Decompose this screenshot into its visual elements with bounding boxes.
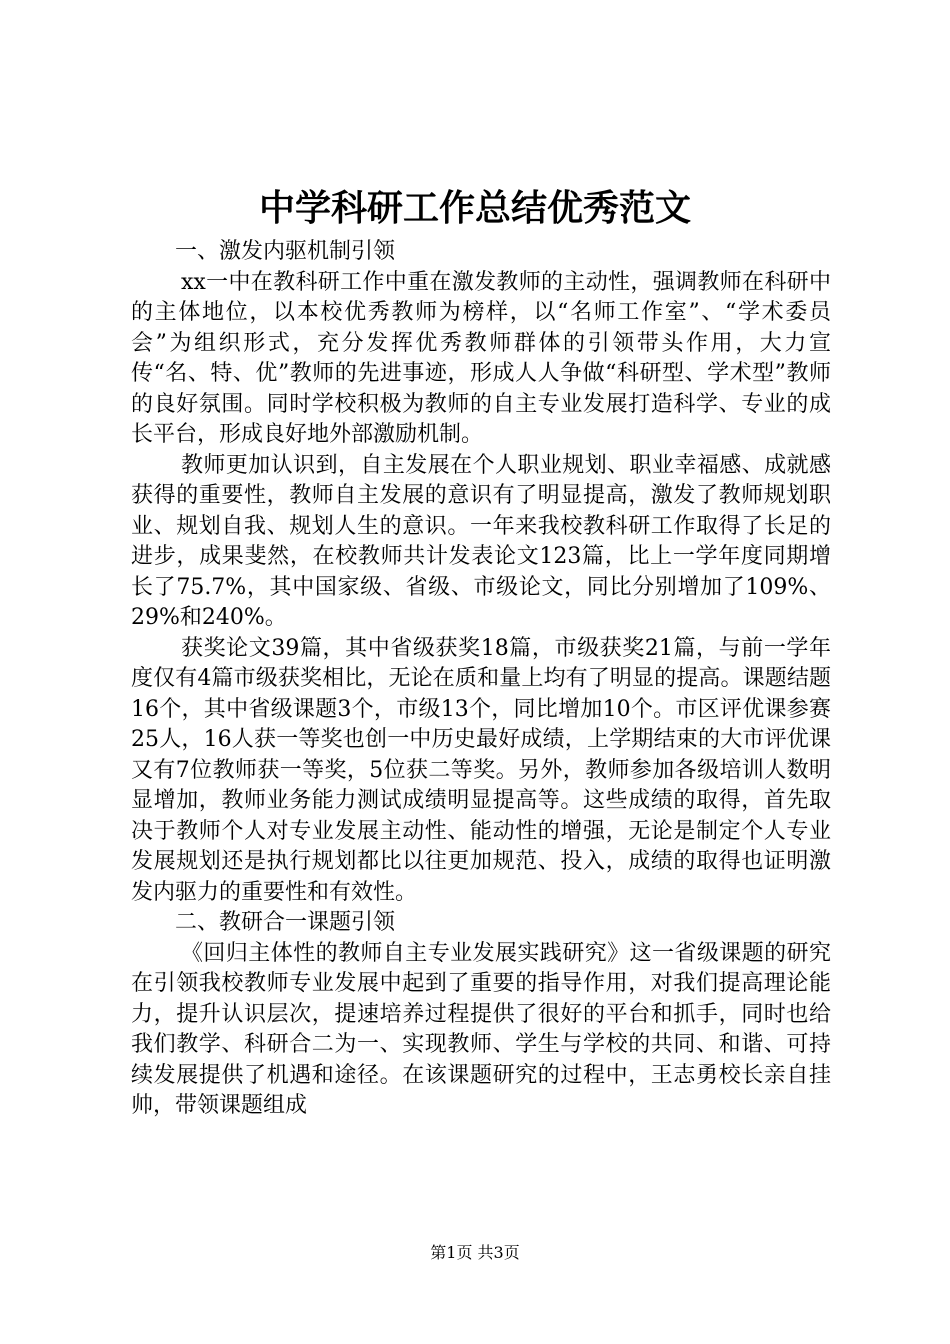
paragraph: 获奖论文39篇，其中省级获奖18篇，市级获奖21篇，与前一学年度仅有4篇市级获奖相比，无论在质和量上均有了明显的提高。课题结题16个，其中省级课题3个，市级13个，同比增加10个。市区评优课参赛25人，16人获一等奖也创一中历史最好成绩，上学期结束的大市评优课又有7位教师获一等奖，5位获二等奖。另外，教师参加各级培训人数明显增加，教师业务能力测试成绩明显提高等。这些成绩的取得，首先取决于教师个人对专业发展主动性、能动性的增强，无论是制定个人专业发展规划还是执行规划都比以往更加规范、投入，成绩的取得也证明激发内驱力的重要性和有效性。 (131, 635, 831, 905)
paragraph: xx一中在教科研工作中重在激发教师的主动性，强调教师在科研中的主体地位，以本校优秀教师为榜样，以“名师工作室”、“学术委员会”为组织形式，充分发挥优秀教师群体的引领带头作用，大力宣传“名、特、优”教师的先进事迹，形成人人争做“科研型、学术型”教师的良好氛围。同时学校积极为教师的自主专业发展打造科学、专业的成长平台，形成良好地外部激励机制。 (131, 269, 831, 447)
page-footer: 第1页 共3页 (430, 1243, 520, 1262)
section-heading: 一、激发内驱机制引领 (175, 239, 396, 264)
paragraph: 教师更加认识到，自主发展在个人职业规划、职业幸福感、成就感获得的重要性，教师自主发展的意识有了明显提高，激发了教师规划职业、规划自我、规划人生的意识。一年来我校教科研工作取得了长足的进步，成果斐然，在校教师共计发表论文123篇，比上一学年度同期增长了75.7%，其中国家级、省级、市级论文，同比分别增加了109%、29%和240%。 (131, 452, 831, 630)
section-heading: 二、教研合一课题引领 (175, 910, 396, 935)
document-body (131, 237, 831, 1122)
paragraph: 《回归主体性的教师自主专业发展实践研究》这一省级课题的研究在引领我校教师专业发展中起到了重要的指导作用，对我们提高理论能力，提升认识层次，提速培养过程提供了很好的平台和抓手，同时也给我们教学、科研合二为一、实现教师、学生与学校的共同、和谐、可持续发展提供了机遇和途径。在该课题研究的过程中，王志勇校长亲自挂帅，带领课题组成 (131, 940, 831, 1118)
document-title: 中学科研工作总结优秀范文 (258, 187, 691, 229)
